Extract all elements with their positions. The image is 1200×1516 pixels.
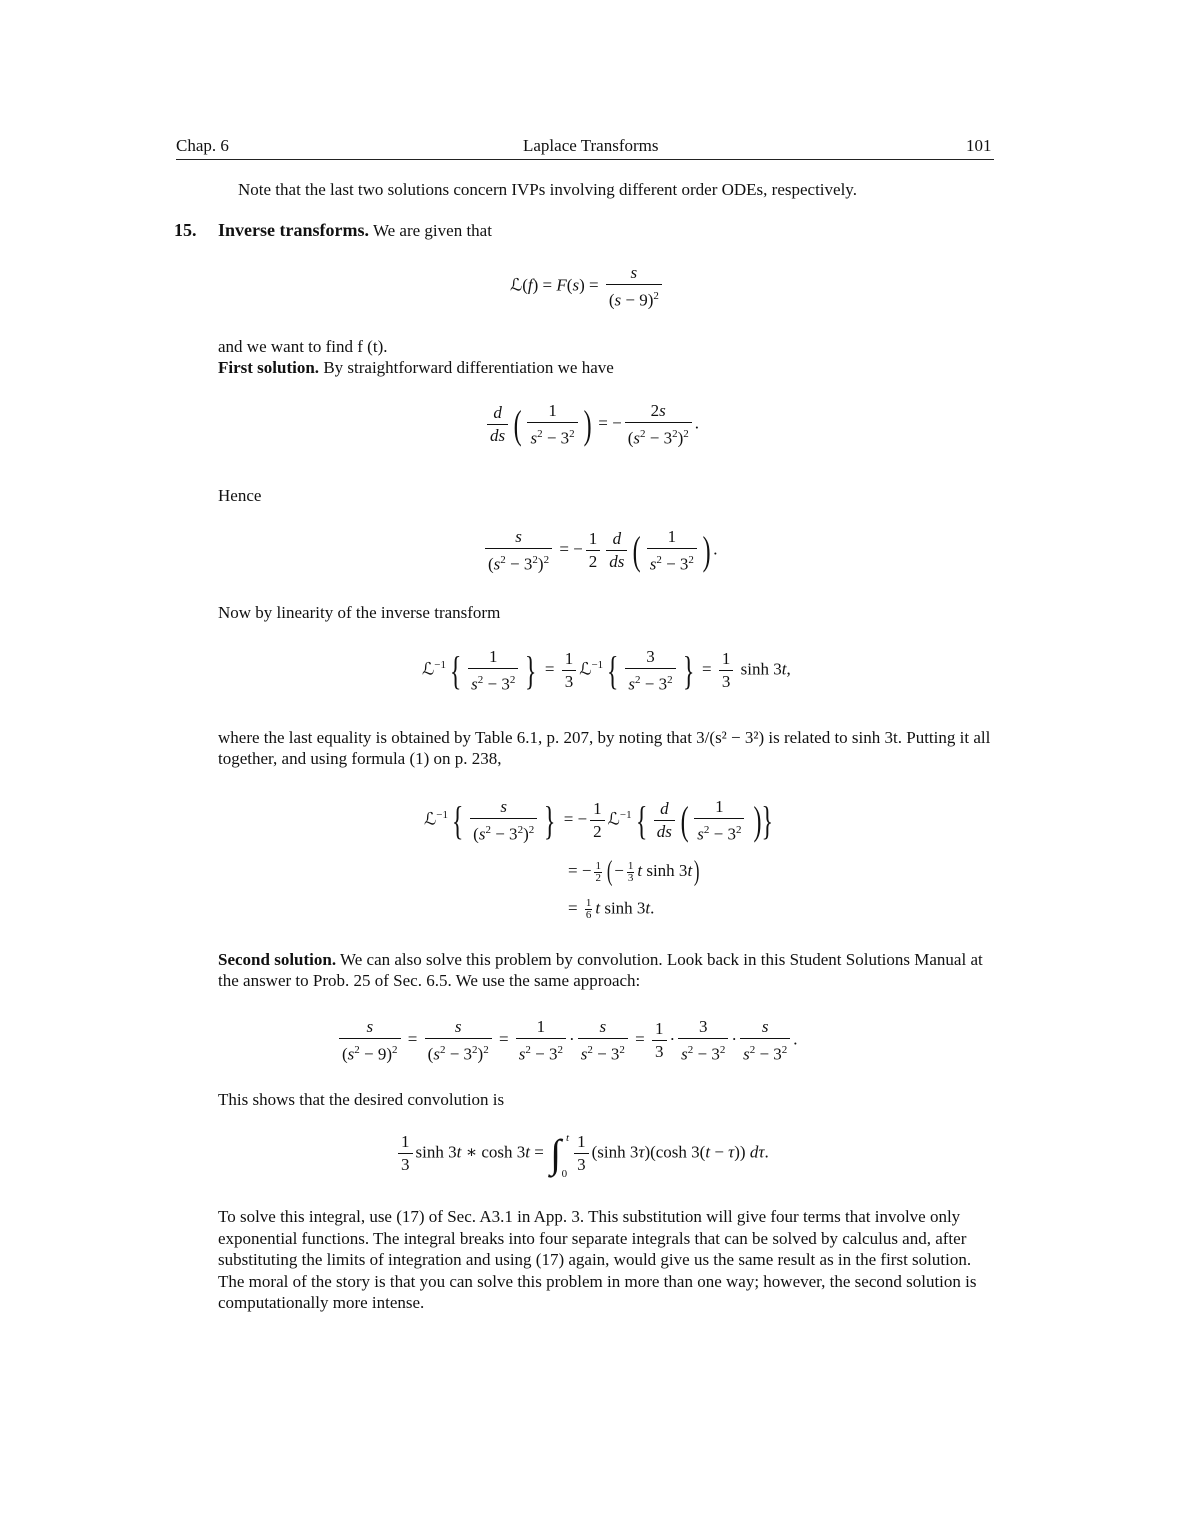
page-number: 101 [966,136,992,155]
equation-putting-together-1: ℒ$^{-1}${ $\frac{s}{(s^2 - 3^2)^2}$ } = − $\frac{1}{2}$ ℒ$^{-1}${ $\frac{d}{ds}$ ( $\frac{1}{s^2 - 3^2}$ )} [424,797,774,844]
intro-paragraph: Note that the last two solutions concern IVPs involving different order ODEs, respectively. [238,180,857,199]
second-solution-label: Second solution. [218,950,337,969]
hence-paragraph: Hence [218,486,262,505]
first-solution-text: By straightforward differentiation we have [323,358,614,377]
equation-putting-together-2: = − $\frac{1}{2}$ ( − $\frac{1}{3}$ t sinh 3t) [568,856,700,887]
second-solution-text: We can also solve this problem by convolution. Look back in this Student Solutions Manual at the answer to Prob. 25 of Sec. 6.5. We use the same approach: [218,950,983,990]
problem-title: Inverse transforms. [218,220,369,240]
problem-heading [218,220,998,241]
want-paragraph: and we want to find f (t). [218,337,388,356]
final-paragraph: To solve this integral, use (17) of Sec. A3.1 in App. 3. This substitution will give four terms that involve only exponential functions. The integral breaks into four separate integrals that can be solved by calculus and, after substituting the limits of integration and using (17) again, would give us the same result as in the first solution. The moral of the story is that you can solve this problem in more than one way; however, the second solution is computationally more intense. [218,1207,977,1312]
shows-paragraph: This shows that the desired convolution is [218,1090,505,1109]
equation-convolution-split: $\frac{s}{(s^2 - 9)^2}$ = $\frac{s}{(s^2 - 3^2)^2}$ = $\frac{1}{s^2 - 3^2}$ · $\frac{s}{s^2 - 3^2}$ = $\frac{1}{3}$ · $\frac{3}{s^2 - 3^2}$ · $\frac{s}{s^2 - 3^2}$ . [336,1016,798,1066]
problem-number: 15. [174,220,197,240]
first-solution-label: First solution. [218,358,320,377]
equation-derivative: $\frac{d}{ds}$ ( $\frac{1}{s^2 - 3^2}$ ) = − $\frac{2s}{(s^2 - 3^2)^2}$ . [484,400,699,450]
problem-lead: We are given that [372,221,492,240]
second-solution-paragraph [218,949,998,991]
where-paragraph: where the last equality is obtained by Table 6.1, p. 207, by noting that 3/(s² − 3²) is related to sinh 3t. Putting it all together, and using formula (1) on p. 238, [218,728,991,768]
running-title: Laplace Transforms [523,136,659,155]
first-solution-paragraph [218,357,998,378]
chapter-label: Chap. 6 [176,136,229,155]
equation-putting-together-3: = $\frac{1}{6}$ t sinh 3t. [568,897,655,921]
equation-convolution-integral: $\frac{1}{3}$ sinh 3t ∗ cosh 3t = ∫ t 0 $\frac{1}{3}$ (sinh 3τ)(cosh 3(t − τ)) dτ. [395,1131,769,1176]
header-rule [176,159,994,160]
equation-hence: $\frac{s}{(s^2 - 3^2)^2}$ = − $\frac{1}{2}$ $\frac{d}{ds}$ ( $\frac{1}{s^2 - 3^2}$ ) . [482,526,718,576]
now-by-paragraph: Now by linearity of the inverse transform [218,603,501,622]
equation-given: ℒ(f) = F(s) = $\frac{s}{(s - 9)^2}$ [510,262,665,312]
equation-linearity: ℒ$^{-1}${ $\frac{1}{s^2 - 3^2}$ } = $\frac{1}{3}$ ℒ$^{-1}${ $\frac{3}{s^2 - 3^2}$ } = $\frac{1}{3}$ sinh 3t, [422,647,791,694]
